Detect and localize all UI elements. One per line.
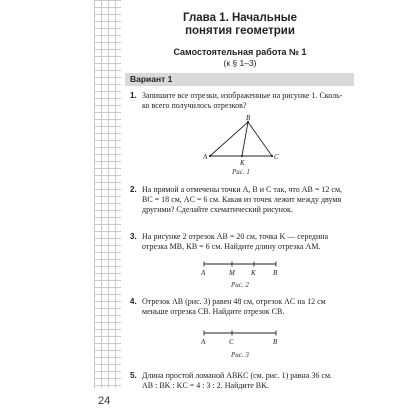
task-line: другими? Сделайте схематический рисунок. [142,205,293,215]
label-k: K [240,159,245,166]
work-subtitle: (к § 1–3) [223,58,257,68]
figure-2-caption: Рис. 2 [231,281,249,289]
task-line: Отрезок AB (рис. 3) равен 48 см, отрезок AC на 12 см [142,297,326,306]
label-c: C [274,153,279,161]
chapter-title-line1: Глава 1. Начальные [183,12,297,24]
task-line: отрезка MB, KB = 6 см. Найдите длину отрезка AM. [142,242,321,252]
figure-2-segment [198,258,282,278]
chapter-title [125,12,355,38]
task-line: На прямой a отмечены точки A, B и C так, что AB = 12 см, [142,185,343,194]
triangle-outline [210,122,272,156]
figure-1-triangle [200,114,284,166]
task-number: 4. [130,297,137,306]
page-number: 24 [98,395,111,407]
label-b: B [273,269,278,277]
label-m: M [229,269,235,277]
chapter-title-line2: понятия геометрии [185,25,295,37]
label-b: B [273,338,278,346]
task-line: ко всего получилось отрезков? [142,101,247,111]
figure-1-caption: Рис. 1 [232,168,250,176]
label-c: C [229,338,234,346]
task-text [142,91,354,111]
task-number: 3. [130,232,137,241]
task-text [142,297,354,317]
task-line: меньше отрезка CB. Найдите отрезок CB. [142,307,285,317]
label-a: A [203,153,208,161]
label-a: A [201,269,206,277]
task-text [142,371,354,391]
task-number: 5. [130,371,137,380]
figure-3-segment [198,327,282,347]
point-c [271,155,273,157]
label-k: K [251,269,256,277]
task-line: Длина простой ломаной ABKC (см. рис. 1) равна 36 см. [142,371,332,380]
task-line: AB : BK : KC = 4 : 3 : 2. Найдите BK. [142,381,269,391]
work-title: Самостоятельная работа № 1 [173,47,307,57]
grid-margin [94,0,121,420]
label-b: B [246,114,251,122]
point-k [241,155,243,157]
task-line: BC = 18 см, AC = 6 см. Какая из точек лежит между двумя [142,195,342,205]
variant-header [125,73,354,86]
task-text [142,185,354,216]
label-a: A [201,338,206,346]
point-a [209,155,211,157]
task-text [142,232,354,252]
task-number: 2. [130,185,137,194]
task-number: 1. [130,91,137,100]
task-line: Запишите все отрезки, изображенные на рисунке 1. Сколь- [142,91,343,100]
task-line: На рисунке 2 отрезок AB = 20 см, точка K — середина [142,232,329,241]
figure-3-caption: Рис. 3 [231,351,249,359]
variant-label: Вариант 1 [130,74,173,84]
